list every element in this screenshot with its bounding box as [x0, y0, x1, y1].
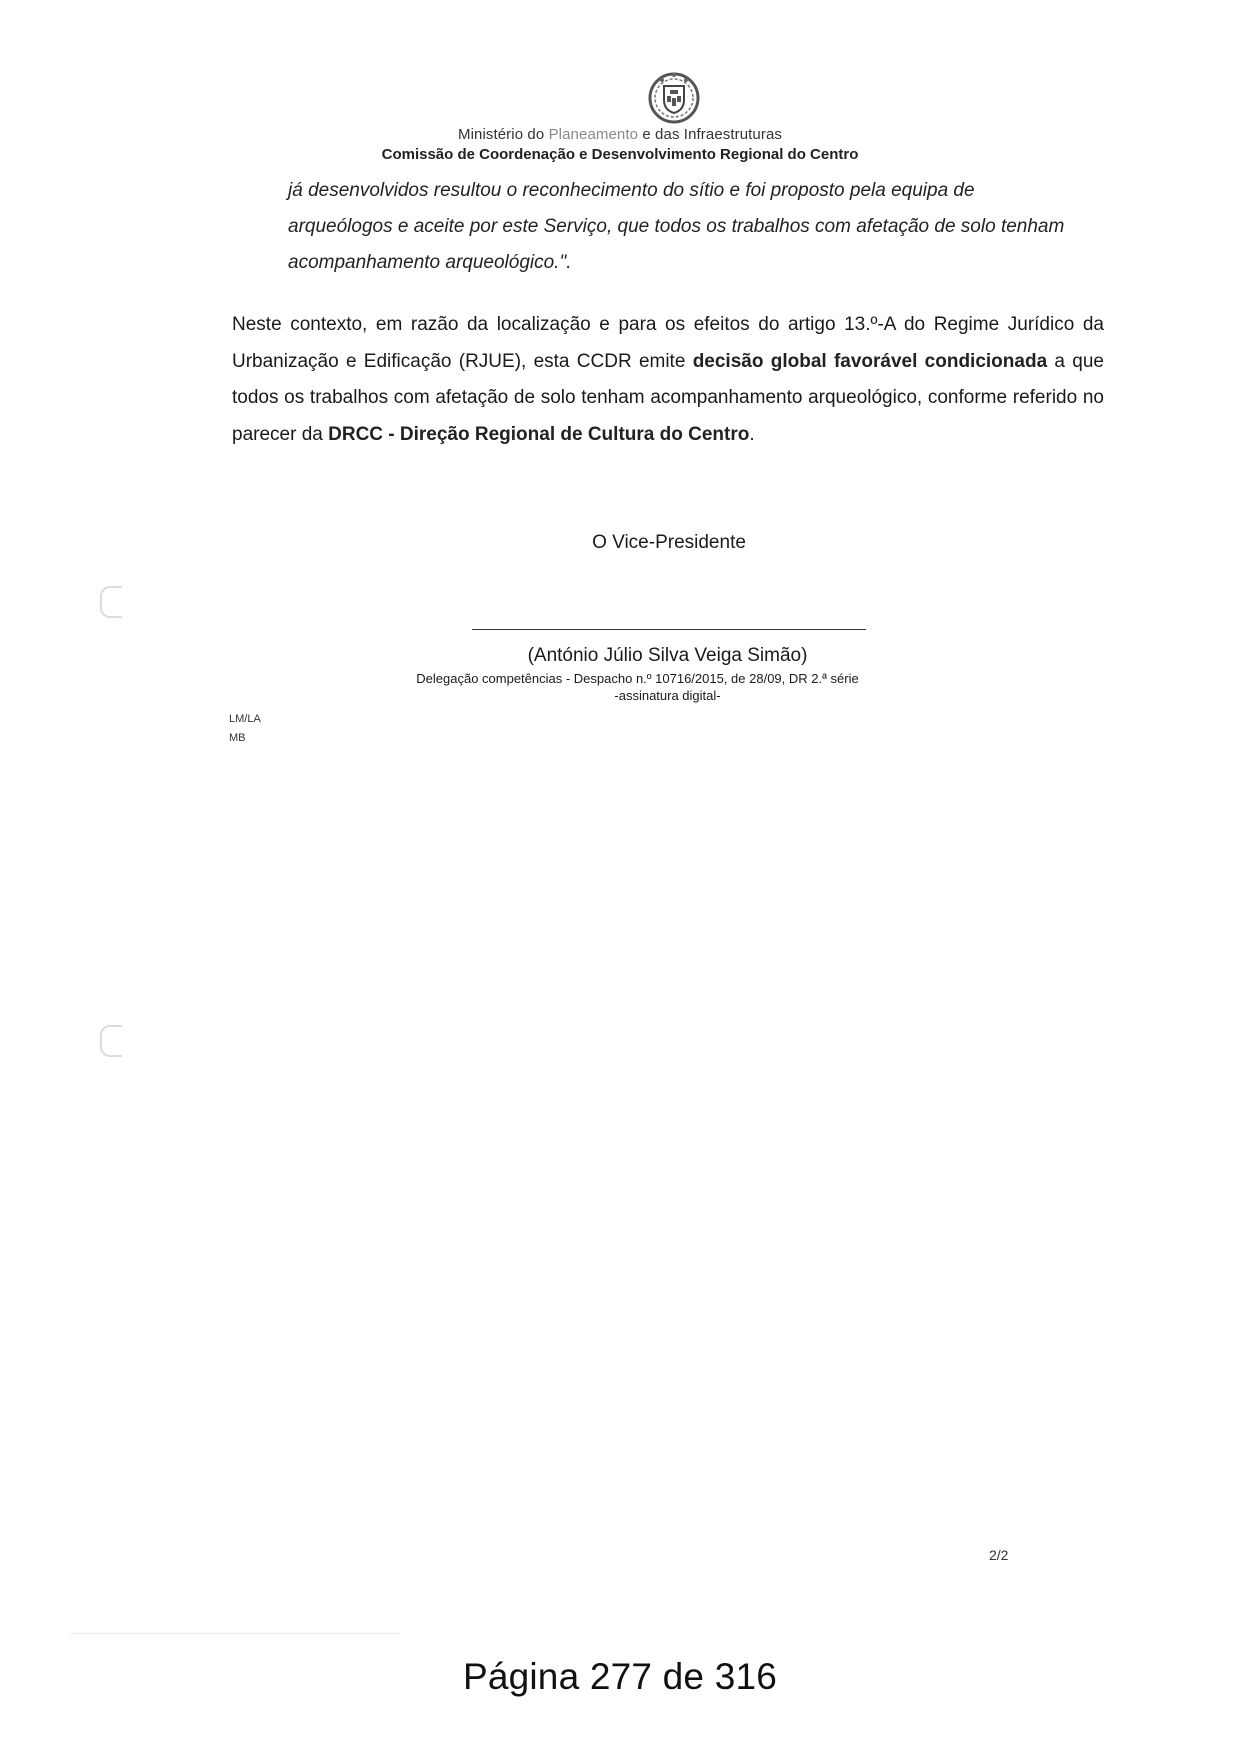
- signatory-name: (António Júlio Silva Veiga Simão): [527, 645, 808, 666]
- signature-line: [472, 629, 866, 630]
- punch-hole-mark: [100, 586, 122, 618]
- quoted-opinion: já desenvolvidos resultou o reconhecimento do sítio e foi proposto pela equipa de arqueólogos e aceite por este Serviço, que todos os trabalhos com afetação de solo tenham acompanhamento arqueológico.".: [288, 180, 1065, 273]
- coat-of-arms-icon: [646, 70, 702, 126]
- punch-hole-mark: [100, 1025, 122, 1057]
- page-footer: Página 277 de 316: [462, 1656, 778, 1697]
- signatory-title: O Vice-Presidente: [592, 532, 746, 553]
- reviewer-initials: MB: [229, 732, 246, 744]
- delegation-note: Delegação competências - Despacho n.º 10716/2015, de 28/09, DR 2.ª série: [416, 671, 859, 686]
- decision-emphasis: decisão global favorável condicionada: [692, 350, 1048, 372]
- drcc-emphasis: DRCC - Direção Regional de Cultura do Centro: [328, 423, 750, 445]
- digital-signature-note: -assinatura digital-: [614, 688, 721, 703]
- page-number: 2/2: [989, 1547, 1009, 1563]
- commission-header: Comissão de Coordenação e Desenvolvimento Regional do Centro: [381, 146, 859, 163]
- author-initials: LM/LA: [229, 713, 261, 725]
- ministry-header: Ministério do Planeamento e das Infraestruturas: [457, 126, 783, 143]
- scan-artifact-line: [70, 1633, 400, 1634]
- decision-paragraph: Neste contexto, em razão da localização e para os efeitos do artigo 13.º-A do Regime Jurídico da Urbanização e Edificação (RJUE), esta CCDR emite decisão global favorável condicionada a que todos os trabalhos com afetação de solo tenham acompanhamento arqueológico, conforme referido no parecer da DRCC - Direção Regional de Cultura do Centro.: [232, 314, 1104, 445]
